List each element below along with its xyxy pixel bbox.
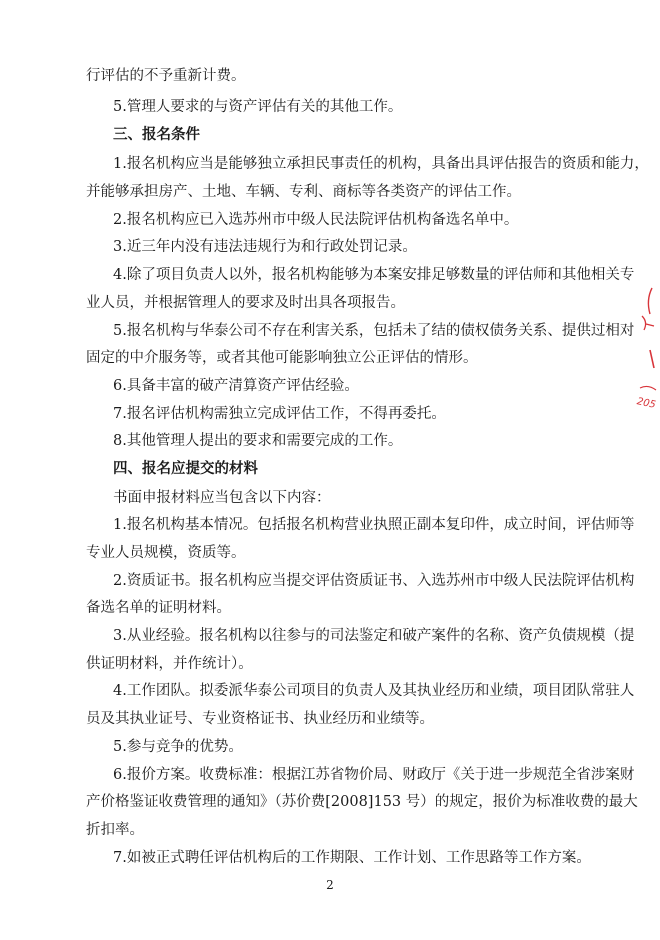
seal-mark-4	[640, 386, 656, 390]
text-line-14: 8.其他管理人提出的要求和需要完成的工作。	[113, 433, 403, 449]
section-heading-4: 四、报名应提交的材料	[113, 460, 258, 477]
text-line-28: 折扣率。	[86, 822, 144, 838]
text-line-18: 专业人员规模，资质等。	[86, 545, 246, 561]
seal-mark-3	[650, 350, 654, 368]
text-line-25: 5.参与竞争的优势。	[113, 739, 243, 755]
seal-text: 205	[635, 396, 657, 411]
text-line-11: 固定的中介服务等，或者其他可能影响独立公正评估的情形。	[86, 350, 478, 366]
text-line-12: 6.具备丰富的破产清算资产评估经验。	[113, 378, 359, 394]
text-line-7: 3.近三年内没有违法违规行为和行政处罚记录。	[113, 239, 417, 255]
red-seal-stamp	[634, 280, 660, 420]
seal-fragment-graphic	[634, 280, 660, 420]
text-line-24: 员及其执业证号、专业资格证书、执业经历和业绩等。	[86, 711, 434, 727]
text-line-26: 6.报价方案。收费标准：根据江苏省物价局、财政厅《关于进一步规范全省涉案财	[113, 767, 635, 783]
text-line-2: 5.管理人要求的与资产评估有关的其他工作。	[113, 99, 403, 115]
text-line-13: 7.报名评估机构需独立完成评估工作，不得再委托。	[113, 406, 446, 422]
text-line-29: 7.如被正式聘任评估机构后的工作期限、工作计划、工作思路等工作方案。	[113, 850, 591, 866]
text-line-17: 1.报名机构基本情况。包括报名机构营业执照正副本复印件，成立时间，评估师等	[113, 517, 635, 533]
page-number: 2	[326, 878, 334, 892]
text-line-27: 产价格鉴证收费管理的通知》（苏价费[2008]153 号）的规定，报价为标准收费的最大	[86, 794, 638, 810]
text-line-23: 4.工作团队。拟委派华泰公司项目的负责人及其执业经历和业绩，项目团队常驻人	[113, 683, 635, 699]
text-line-4: 1.报名机构应当是能够独立承担民事责任的机构，具备出具评估报告的资质和能力，	[113, 156, 649, 172]
seal-mark-2	[642, 316, 654, 330]
text-line-21: 3.从业经验。报名机构以往参与的司法鉴定和破产案件的名称、资产负债规模（提	[113, 628, 635, 644]
text-line-22: 供证明材料，并作统计）。	[86, 656, 253, 672]
seal-mark-1	[648, 288, 652, 314]
text-line-16: 书面申报材料应当包含以下内容：	[113, 490, 331, 506]
text-line-20: 备选名单的证明材料。	[86, 600, 231, 616]
text-line-1: 行评估的不予重新计费。	[86, 68, 246, 84]
section-heading-3: 三、报名条件	[113, 126, 200, 143]
text-line-10: 5.报名机构与华泰公司不存在利害关系，包括未了结的债权债务关系、提供过相对	[113, 323, 635, 339]
text-line-8: 4.除了项目负责人以外，报名机构能够为本案安排足够数量的评估师和其他相关专	[113, 267, 635, 283]
text-line-9: 业人员，并根据管理人的要求及时出具各项报告。	[86, 295, 405, 311]
text-line-5: 并能够承担房产、土地、车辆、专利、商标等各类资产的评估工作。	[86, 184, 521, 200]
text-line-19: 2.资质证书。报名机构应当提交评估资质证书、入选苏州市中级人民法院评估机构	[113, 573, 635, 589]
text-line-6: 2.报名机构应已入选苏州市中级人民法院评估机构备选名单中。	[113, 212, 519, 228]
